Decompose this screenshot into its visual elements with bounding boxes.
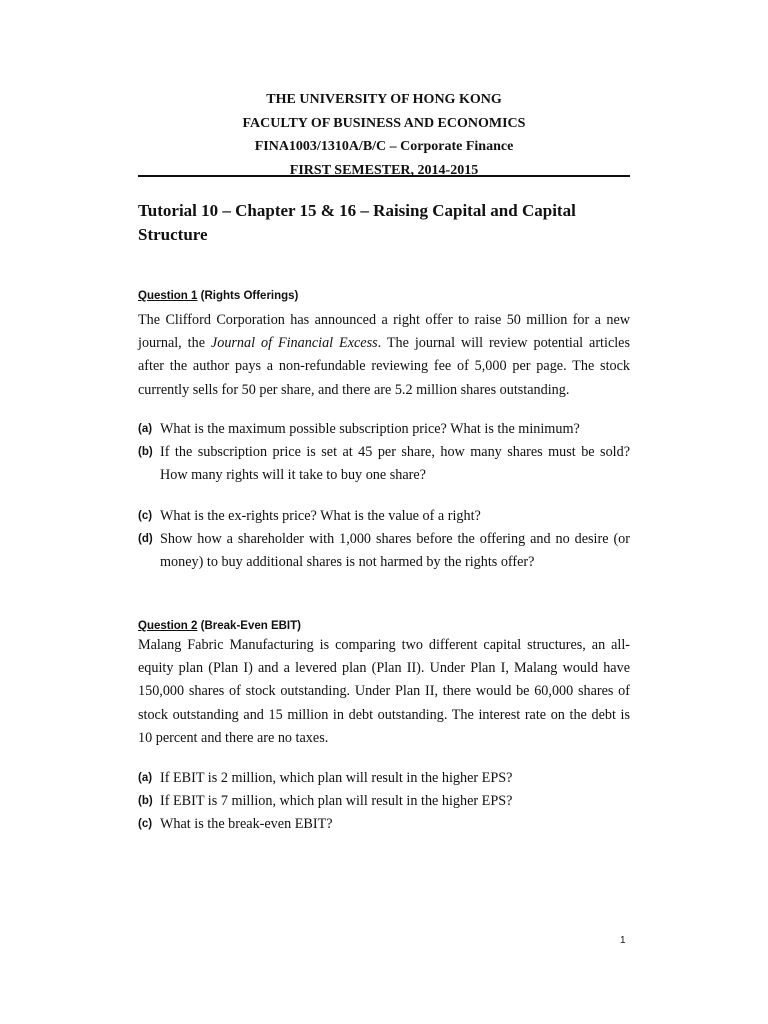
question-2-topic: (Break-Even EBIT) <box>200 620 301 632</box>
item-text: If EBIT is 2 million, which plan will result in the higher EPS? <box>160 770 513 786</box>
question-2-item-b <box>138 790 630 813</box>
page-number: 1 <box>620 935 626 946</box>
item-text: What is the ex-rights price? What is the value of a right? <box>160 508 481 524</box>
question-1-item-c <box>138 505 630 528</box>
item-marker: (b) <box>138 795 153 808</box>
question-1-text-end: . The journal will review potential articles after the author pays a non-refundable reviewing fee of 5,000 per page. The stock currently sells for 50 per share, and there are 5.2 million shares outstanding. <box>138 335 630 398</box>
course-code: FINA1003/1310A/B/C – Corporate Finance <box>254 139 514 154</box>
semester: FIRST SEMESTER, 2014-2015 <box>289 162 479 178</box>
item-text: If EBIT is 7 million, which plan will result in the higher EPS? <box>160 793 513 810</box>
item-marker: (c) <box>138 510 153 522</box>
question-2-item-a <box>138 767 630 790</box>
question-1-item-d <box>138 528 630 574</box>
question-2-item-c <box>138 813 630 836</box>
question-1-list-ab <box>138 418 630 488</box>
question-2-heading <box>138 620 301 632</box>
item-text: If the subscription price is set at 45 per share, how many shares must be sold? How many rights will it take to buy one share? <box>160 444 630 484</box>
question-1-topic: (Rights Offerings) <box>200 290 299 302</box>
question-1-label: Question 1 <box>138 290 198 302</box>
item-marker: (c) <box>138 818 153 831</box>
faculty-name: FACULTY OF BUSINESS AND ECONOMICS <box>242 115 526 131</box>
question-1-heading <box>138 290 298 302</box>
question-2-label: Question 2 <box>138 620 198 632</box>
item-marker: (d) <box>138 533 153 546</box>
item-marker: (a) <box>138 423 153 435</box>
question-1-text <box>138 309 630 402</box>
item-marker: (b) <box>138 446 153 459</box>
question-2-list <box>138 767 630 837</box>
item-text: What is the maximum possible subscription price? What is the minimum? <box>160 421 580 437</box>
question-2-text: Malang Fabric Manufacturing is comparing two different capital structures, an all-equity plan (Plan I) and a levered plan (Plan II). Under Plan I, Malang would have 150,000 shares of stock outstanding. Under Plan II, there would be 60,000 shares of stock outstanding and 15 million in debt outstanding. The interest rate on the debt is 10 percent and there are no taxes. <box>138 637 630 746</box>
tutorial-title: Tutorial 10 – Chapter 15 & 16 – Raising Capital and Capital Structure <box>138 201 576 244</box>
journal-name: Journal of Financial Excess <box>210 335 378 352</box>
question-1-item-b <box>138 441 630 487</box>
item-marker: (a) <box>138 772 153 784</box>
header-rule <box>138 175 630 177</box>
question-1-text-start: The Clifford Corporation has announced a right offer to raise 50 million for a new journal, the <box>138 312 630 352</box>
question-1-list-cd <box>138 505 630 575</box>
item-text: Show how a shareholder with 1,000 shares before the offering and no desire (or money) to buy additional shares is not harmed by the rights offer? <box>160 531 630 571</box>
document-header <box>138 88 630 182</box>
question-1-item-a <box>138 418 630 441</box>
university-name: THE UNIVERSITY OF HONG KONG <box>266 92 502 107</box>
item-text: What is the break-even EBIT? <box>160 816 333 833</box>
